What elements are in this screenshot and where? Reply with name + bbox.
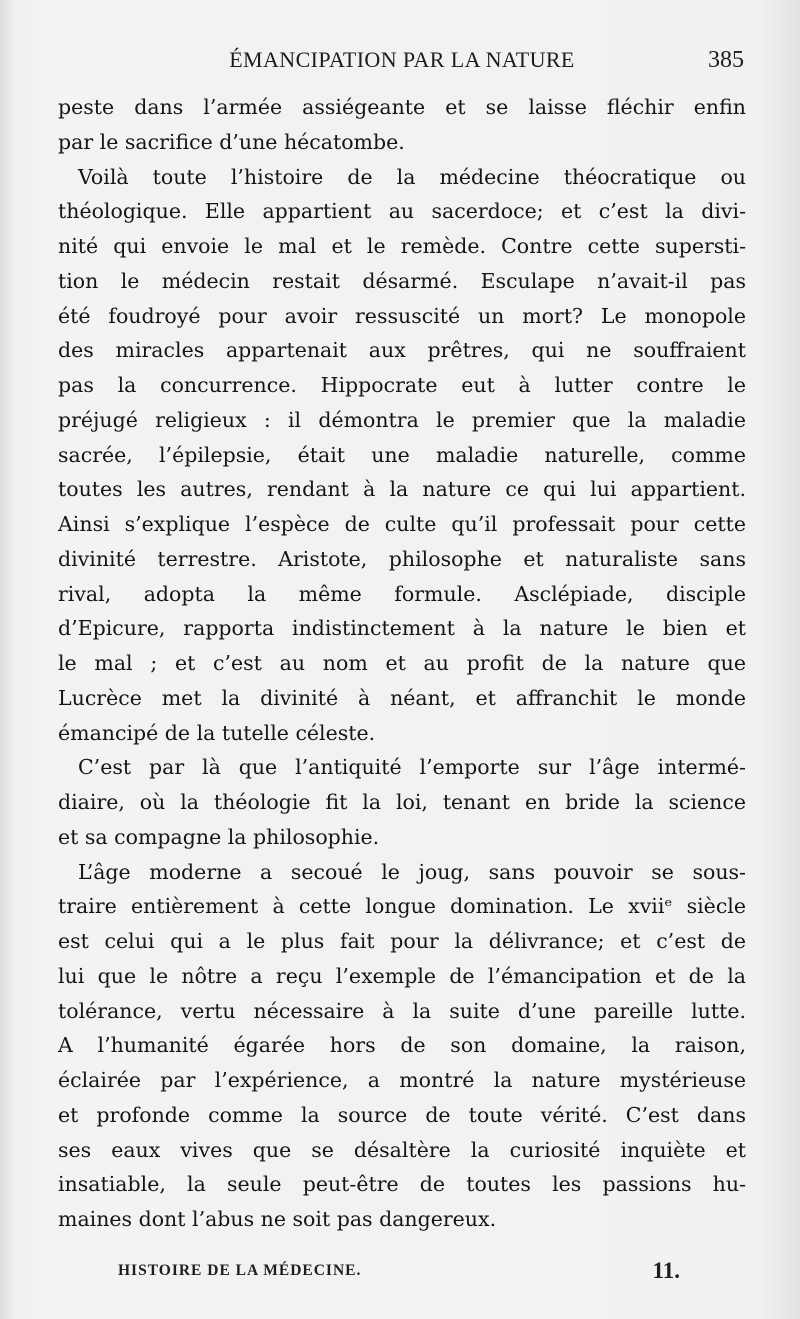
running-title: ÉMANCIPATION PAR LA NATURE <box>229 47 575 72</box>
text-line: peste dans l’armée assiégeante et se laisse fléchir enfin <box>58 95 746 119</box>
text-line: éclairée par l’expérience, a montré la nature mystérieuse <box>58 1068 746 1092</box>
body-text <box>58 90 746 1237</box>
text-line: théologique. Elle appartient au sacerdoce; et c’est la divi- <box>58 199 746 224</box>
text-line: Voilà toute l’histoire de la médecine théocratique ou <box>78 164 746 189</box>
text-line: lui que le nôtre a reçu l’exemple de l’émancipation et de la <box>58 963 746 988</box>
text-line: maines dont l’abus ne soit pas dangereux. <box>58 1207 497 1231</box>
text-line: tion le médecin restait désarmé. Esculape n’avait-il pas <box>58 268 746 293</box>
text-line: d’Epicure, rapporta indistinctement à la nature le bien et <box>58 616 746 641</box>
text-line: tolérance, vertu nécessaire à la suite d’une pareille lutte. <box>58 998 746 1023</box>
text-line: rival, adopta la même formule. Asclépiade, disciple <box>58 581 746 606</box>
text-line: C’est par là que l’antiquité l’emporte sur l’âge intermé- <box>78 755 746 780</box>
text-line: est celui qui a le plus fait pour la délivrance; et c’est de <box>58 929 746 953</box>
text-line: nité qui envoie le mal et le remède. Contre cette supersti- <box>58 234 746 258</box>
text-line: insatiable, la seule peut-être de toutes les passions hu- <box>58 1172 746 1197</box>
text-line: par le sacrifice d’une hécatombe. <box>58 129 405 154</box>
footer-book-title: HISTOIRE DE LA MÉDECINE. <box>118 1262 362 1279</box>
text-line: toutes les autres, rendant à la nature ce qui lui appartient. <box>58 477 746 502</box>
text-line: été foudroyé pour avoir ressuscité un mort? Le monopole <box>58 303 746 328</box>
text-line: pas la concurrence. Hippocrate eut à lutter contre le <box>58 373 746 397</box>
text-line: et profonde comme la source de toute vérité. C’est dans <box>58 1102 746 1127</box>
signature-mark: 11. <box>652 1258 680 1283</box>
text-line: des miracles appartenait aux prêtres, qui ne souffraient <box>58 338 746 363</box>
text-line: traire entièrement à cette longue domination. Le xviiᵉ siècle <box>58 894 746 919</box>
text-line: A l’humanité égarée hors de son domaine, la raison, <box>58 1033 746 1058</box>
running-head <box>60 44 744 76</box>
text-line: divinité terrestre. Aristote, philosophe et naturaliste sans <box>58 546 746 571</box>
text-line: sacrée, l’épilepsie, était une maladie naturelle, comme <box>58 442 746 467</box>
page-number: 385 <box>708 47 744 73</box>
text-line: préjugé religieux : il démontra le premier que la maladie <box>58 407 746 432</box>
text-line: Ainsi s’explique l’espèce de culte qu’il professait pour cette <box>58 512 746 536</box>
text-line: diaire, où la théologie fit la loi, tenant en bride la science <box>58 790 746 814</box>
text-line: ses eaux vives que se désaltère la curiosité inquiète et <box>58 1137 746 1162</box>
text-line: le mal ; et c’est au nom et au profit de la nature que <box>58 651 746 675</box>
text-line: L’âge moderne a secoué le joug, sans pouvoir se sous- <box>78 859 746 884</box>
text-line: Lucrèce met la divinité à néant, et affranchit le monde <box>58 685 746 710</box>
page-footer <box>118 1256 680 1286</box>
text-line: et sa compagne la philosophie. <box>58 824 380 849</box>
text-line: émancipé de la tutelle céleste. <box>58 720 376 745</box>
